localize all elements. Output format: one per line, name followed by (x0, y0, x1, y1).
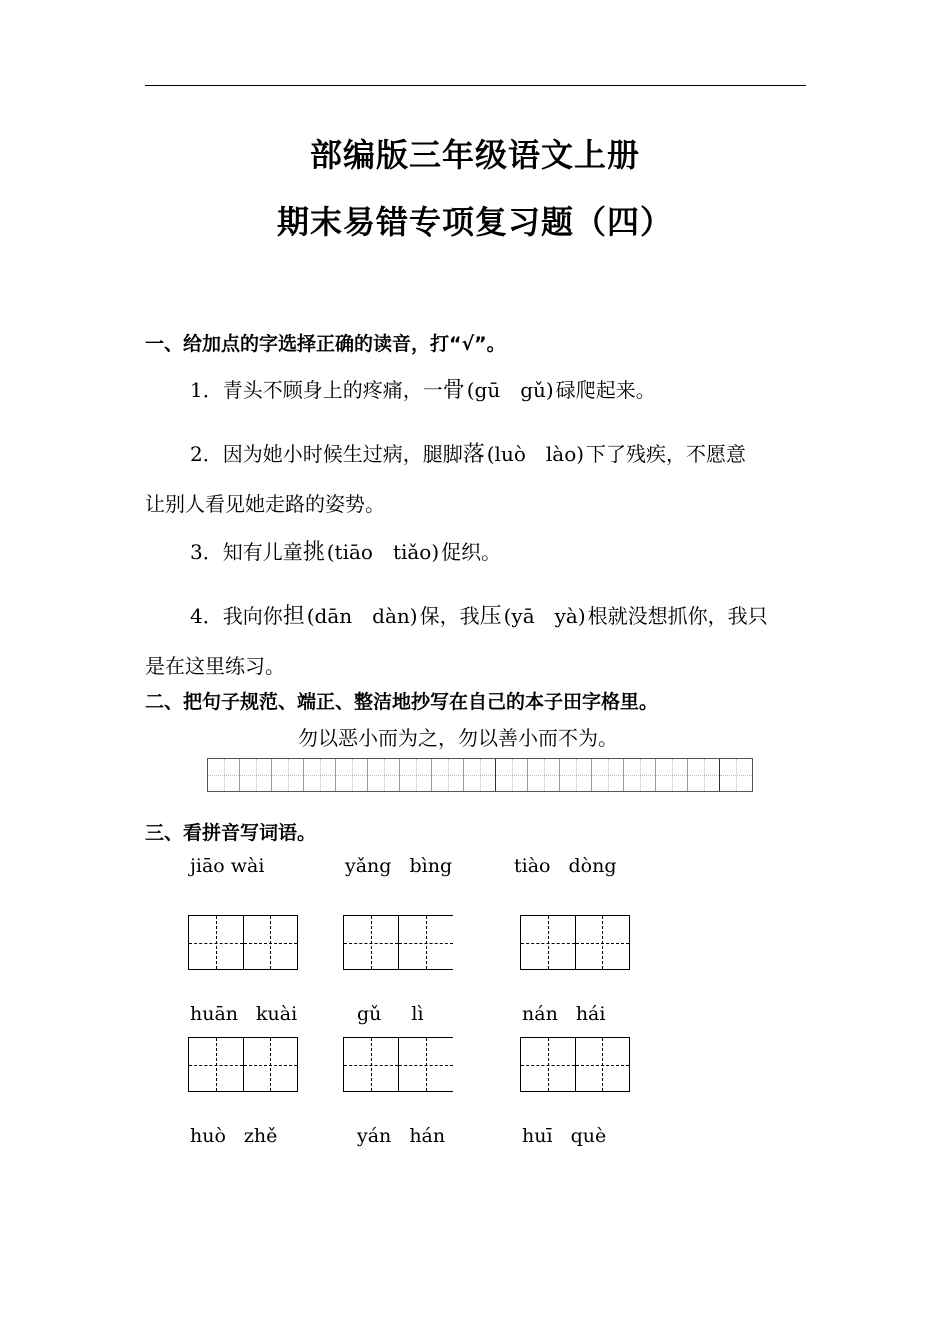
page-title: 部编版三年级语文上册 (309, 136, 640, 174)
q1-pinyin-options[interactable]: (gū gǔ) (466, 378, 554, 402)
pinyin-label: jiāo wài (190, 855, 265, 877)
q4-text-post: 根就没想抓你，我只 (587, 604, 768, 628)
grid-cell[interactable] (496, 759, 528, 791)
grid-cell[interactable] (400, 759, 432, 791)
answer-box[interactable] (343, 1037, 453, 1092)
answer-box[interactable] (520, 915, 630, 970)
q3-target-char: 挑 (302, 540, 325, 565)
grid-cell[interactable] (592, 759, 624, 791)
grid-cell[interactable] (560, 759, 592, 791)
question-3 (190, 535, 501, 566)
q2-text-post: 下了残疾，不愿意 (586, 442, 747, 466)
pinyin-label: yán hán (357, 1125, 446, 1147)
answer-box[interactable] (188, 1037, 298, 1092)
answer-box[interactable] (343, 915, 453, 970)
q2-text-pre: 2．因为她小时候生过病，腿脚 (190, 442, 463, 466)
section1-heading: 一、给加点的字选择正确的读音，打“√”。 (145, 333, 506, 355)
q1-text-pre: 1．青头不顾身上的疼痛，一 (190, 378, 443, 402)
question-4 (190, 599, 768, 630)
q4-text-mid: 保，我 (419, 604, 480, 628)
q4-target-char-2: 压 (479, 604, 502, 629)
pinyin-label: yǎng bìng (345, 855, 453, 877)
grid-cell[interactable] (624, 759, 656, 791)
question-1 (190, 373, 656, 404)
grid-cell[interactable] (240, 759, 272, 791)
pinyin-label: huò zhě (190, 1125, 278, 1147)
grid-cell[interactable] (304, 759, 336, 791)
q2-pinyin-options[interactable]: (luò lào) (486, 442, 585, 466)
copy-practice-grid[interactable] (207, 758, 753, 792)
section3-heading: 三、看拼音写词语。 (145, 822, 317, 844)
page-subtitle: 期末易错专项复习题（四） (276, 203, 673, 241)
q3-text-post: 促织。 (441, 540, 502, 564)
grid-cell[interactable] (656, 759, 688, 791)
grid-cell[interactable] (368, 759, 400, 791)
q4-pinyin-options-1[interactable]: (dān dàn) (306, 604, 418, 628)
grid-cell[interactable] (432, 759, 464, 791)
grid-cell[interactable] (336, 759, 368, 791)
grid-cell[interactable] (272, 759, 304, 791)
q3-pinyin-options[interactable]: (tiāo tiǎo) (326, 540, 440, 564)
pinyin-label: gǔ lì (357, 1003, 424, 1025)
copy-sentence: 勿以恶小而为之，勿以善小而不为。 (298, 726, 618, 750)
pinyin-label: huān kuài (190, 1003, 298, 1025)
q4-pinyin-options-2[interactable]: (yā yà) (503, 604, 586, 628)
q4-target-char-1: 担 (282, 604, 305, 629)
q1-target-char: 骨 (442, 378, 465, 403)
question-2-continued: 让别人看见她走路的姿势。 (145, 492, 385, 516)
question-4-continued: 是在这里练习。 (145, 654, 285, 678)
section2-heading: 二、把句子规范、端正、整洁地抄写在自己的本子田字格里。 (145, 691, 659, 713)
grid-cell[interactable] (464, 759, 496, 791)
grid-cell[interactable] (720, 759, 752, 791)
answer-box[interactable] (188, 915, 298, 970)
q2-target-char: 落 (462, 442, 485, 467)
grid-cell[interactable] (528, 759, 560, 791)
answer-box[interactable] (520, 1037, 630, 1092)
pinyin-label: tiào dòng (514, 855, 617, 877)
question-2 (190, 437, 746, 468)
top-divider (145, 85, 806, 86)
pinyin-label: nán hái (522, 1003, 606, 1025)
pinyin-label: huī què (522, 1125, 607, 1147)
q1-text-post: 碌爬起来。 (555, 378, 656, 402)
q4-text-pre: 4．我向你 (190, 604, 283, 628)
grid-cell[interactable] (688, 759, 720, 791)
grid-cell[interactable] (208, 759, 240, 791)
q3-text-pre: 3．知有儿童 (190, 540, 303, 564)
